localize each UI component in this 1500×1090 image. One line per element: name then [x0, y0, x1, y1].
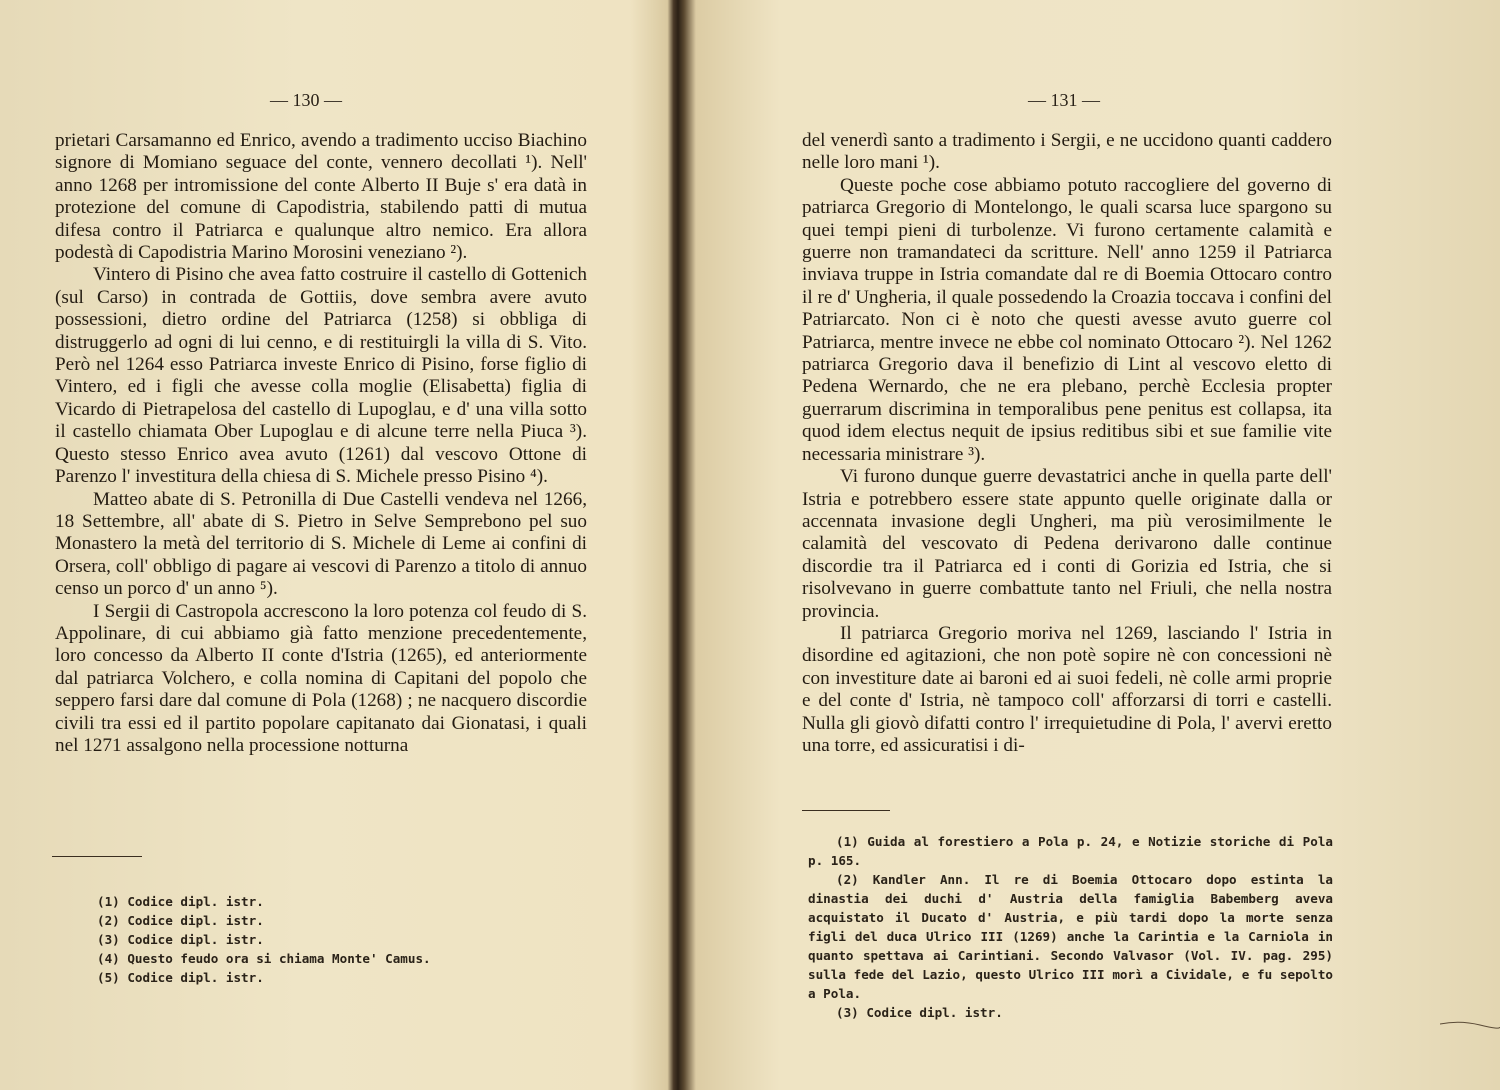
right-page — [690, 0, 1500, 1090]
footnote: (3) Codice dipl. istr. — [836, 1005, 1003, 1020]
body-text — [802, 130, 1332, 757]
footnote: (4) Questo feudo ora si chiama Monte' Camus. — [97, 951, 431, 966]
footnote: (2) Codice dipl. istr. — [97, 913, 264, 928]
paragraph: Vi furono dunque guerre devastatrici anche in quella parte dell' Istria e potrebbero essere state appunto quelle originate dalla or accennata invasione degli Ungheri, ma più verosimilmente le calamità del vescovato di Pedena derivarono dalle continue discordie tra il Patriarca ed i conti di Gorizia ed Istria, che si risolvevano in guerre combattute tanto nel Friuli, che nella nostra provincia. — [802, 466, 1332, 622]
paragraph: Queste poche cose abbiamo potuto raccogliere del governo di patriarca Gregorio di Montelongo, le quali scarsa luce spargono su quei tempi pieni di turbolenze. Vi furono certamente calamità e guerre non tramandateci da scritture. Nell' anno 1259 il Patriarca inviava truppe in Istria comandate dal re di Boemia Ottocaro contro il re d' Ungheria, il quale possedendo la Croazia toccava i confini del Patriarcato. Non ci è noto che questi avesse avuto guerre col Patriarca, mentre invece ne ebbe col nominato Ottocaro ²). Nel 1262 patriarca Gregorio dava il benefizio di Lint al vescovo eletto di Pedena Wernardo, che ne era plebano, perchè Ecclesia propter guerrarum discrimina in temporalibus pene penitus est collapsa, ita quod idem electus nequit de ipsius reditibus sibi et sue familie vite necessaria ministrare ³). — [802, 174, 1332, 465]
footnote: (3) Codice dipl. istr. — [97, 932, 264, 947]
footnote-rule — [802, 810, 890, 811]
footnote: (1) Guida al forestiero a Pola p. 24, e Notizie storiche di Pola p. 165. — [808, 834, 1333, 868]
page-edge-mark — [1440, 1018, 1500, 1030]
footnotes — [808, 832, 1333, 1022]
paragraph: Il patriarca Gregorio moriva nel 1269, lasciando l' Istria in disordine ed agitazioni, che non potè sopire nè con concessioni nè con investiture date ai baroni ed ai suoi fedeli, nè colle armi proprie e del conte d' Istria, nè tampoco coll' afforzarsi di torri e castelli. Nulla gli giovò difatti contro l' irrequietudine di Pola, l' avervi eretto una torre, ed assicuratisi i di- — [802, 622, 1332, 756]
paragraph: del venerdì santo a tradimento i Sergii, e ne uccidono quanti caddero nelle loro mani ¹). — [802, 130, 1332, 174]
paragraph: prietari Carsamanno ed Enrico, avendo a tradimento ucciso Biachino signore di Momiano seguace del conte, vennero decollati ¹). Nell' anno 1268 per intromissione del conte Alberto II Buje s' era datà in protezione del comune di Capodistria, stabilendo patti di mutua difesa contro il Patriarca e qualunque altro nemico. Era allora podestà di Capodistria Marino Morosini veneziano ²). — [55, 130, 587, 264]
paragraph: Vintero di Pisino che avea fatto costruire il castello di Gottenich (sul Carso) in contrada de Gottiis, dove sembra avere avuto possessioni, dietro ordine del Patriarca (1258) si obbliga di distruggerlo ad ogni di lui cenno, e di restituirgli la villa di S. Vito. Però nel 1264 esso Patriarca investe Enrico di Pisino, forse figlio di Vintero, ed i figli che avesse colla moglie (Elisabetta) figlia di Vicardo di Pietrapelosa del castello di Lupoglau, e d' una villa sotto il castello chiamata Ober Lupoglau e di alcune terre nella Piuca ³). Questo stesso Enrico avea avuto (1261) dal vescovo Ottone di Parenzo l' investitura della chiesa di S. Michele presso Pisino ⁴). — [55, 264, 587, 488]
body-text — [55, 130, 587, 757]
footnote: (5) Codice dipl. istr. — [97, 970, 264, 985]
footnote-rule — [52, 856, 142, 857]
page-number: — 130 — — [270, 90, 342, 110]
left-page — [0, 0, 670, 1090]
footnote: (1) Codice dipl. istr. — [97, 894, 264, 909]
paragraph: Matteo abate di S. Petronilla di Due Castelli vendeva nel 1266, 18 Settembre, all' abate di S. Pietro in Selve Semprebono pel suo Monastero la metà del territorio di S. Michele di Leme ai confini di Orsera, coll' obbligo di pagare ai vescovi di Parenzo a titolo di annuo censo un porco d' un anno ⁵). — [55, 488, 587, 600]
footnote: (2) Kandler Ann. Il re di Boemia Ottocaro dopo estinta la dinastia dei duchi d' Austria della famiglia Babemberg aveva acquistato il Ducato d' Austria, e più tardi dopo la morte senza figli del duca Ulrico III (1269) anche la Carintia e la Carniola in quanto spettava ai Carintiani. Secondo Valvasor (Vol. IV. pag. 295) sulla fede del Lazio, questo Ulrico III morì a Cividale, e fu sepolto a Pola. — [808, 872, 1333, 1001]
paragraph: I Sergii di Castropola accrescono la loro potenza col feudo di S. Appolinare, di cui abbiamo già fatto menzione precedentemente, loro concesso da Alberto II conte d'Istria (1265), ed anteriormente dal patriarca Volchero, e colla nomina di Capitani del popolo che seppero farsi dare dal comune di Pola (1268) ; ne nacquero discordie civili tra essi ed il partito popolare capitanato dai Gionatasi, i quali nel 1271 assalgono nella processione notturna — [55, 600, 587, 756]
page-number: — 131 — — [1028, 90, 1100, 110]
footnotes — [97, 892, 517, 987]
